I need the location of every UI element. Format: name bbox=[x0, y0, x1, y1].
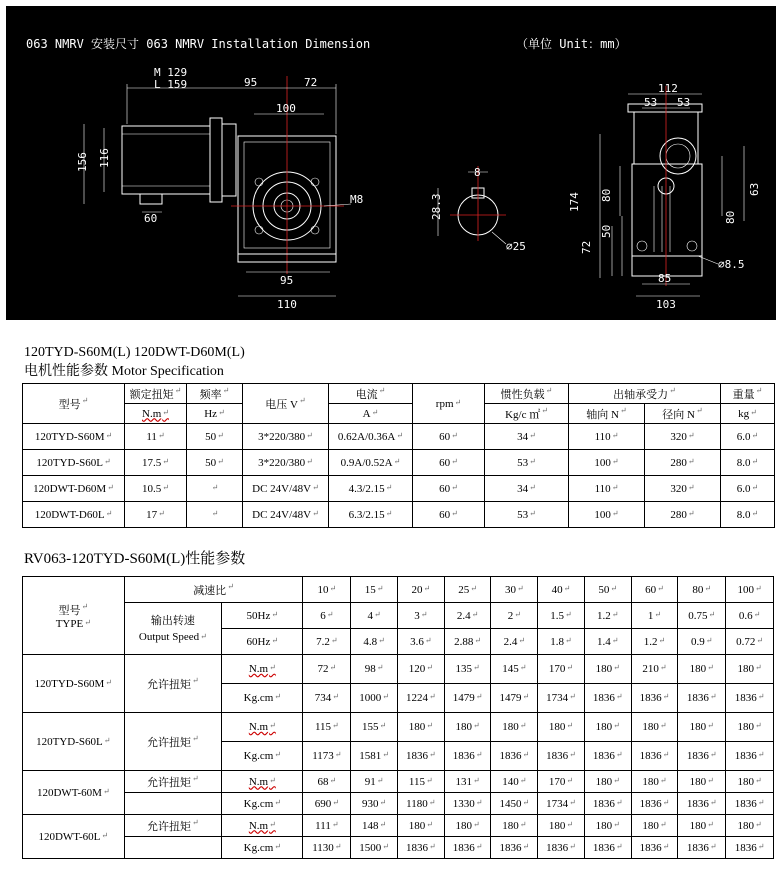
dim-95-bottom: 95 bbox=[280, 274, 294, 287]
speed-50-value: 3 ↵ bbox=[397, 603, 444, 629]
motor-cell-torque: 17.5 ↵ bbox=[125, 450, 187, 476]
header-voltage: 电压 V ↵ bbox=[243, 384, 329, 424]
header-current: 电流 ↵ bbox=[329, 384, 413, 404]
torque-nm-value: 148 ↵ bbox=[351, 815, 398, 837]
performance-body bbox=[23, 577, 774, 859]
ratio-value: 100 ↵ bbox=[726, 577, 774, 603]
type-en: TYPE ↵ bbox=[23, 618, 124, 630]
unit-inertia: Kg/c ㎡ ↵ bbox=[485, 404, 569, 424]
torque-nm-value: 180 ↵ bbox=[491, 815, 538, 837]
torque-kgcm-value: 1836 ↵ bbox=[584, 742, 631, 771]
torque-kgcm-value: 1836 ↵ bbox=[491, 837, 538, 859]
dim-53-right: 53 bbox=[677, 96, 691, 109]
torque-kgcm-value: 1000 ↵ bbox=[351, 684, 398, 713]
dim-95-top: 95 bbox=[244, 76, 258, 89]
dimension-diagram bbox=[6, 6, 776, 320]
torque-nm-value: 180 ↵ bbox=[678, 815, 726, 837]
torque-nm-value: 180 ↵ bbox=[584, 713, 631, 742]
torque-nm-value: 180 ↵ bbox=[397, 815, 444, 837]
header-rpm: rpm ↵ bbox=[413, 384, 485, 424]
speed-cn: 输出转速 bbox=[150, 614, 195, 627]
motor-cell-rpm: 60 ↵ bbox=[413, 502, 485, 528]
dim-85: 85 bbox=[658, 272, 672, 285]
motor-cell-inertia: 34 ↵ bbox=[485, 424, 569, 450]
motor-cell-rpm: 60 ↵ bbox=[413, 424, 485, 450]
model-name: 120TYD-S60M ↵ bbox=[23, 655, 125, 713]
motor-cell-current: 0.62A/0.36A ↵ bbox=[329, 424, 413, 450]
motor-spec-table bbox=[22, 383, 775, 528]
ratio-label: 减速比 ↵ bbox=[124, 577, 303, 603]
speed-header bbox=[124, 603, 222, 655]
torque-nm-value: 120 ↵ bbox=[397, 655, 444, 684]
torque-kgcm-value: 1836 ↵ bbox=[444, 837, 491, 859]
unit-kgcm: Kg.cm ↵ bbox=[222, 742, 303, 771]
motor-cell-freq bbox=[187, 502, 243, 528]
speed-50-value: 0.75 ↵ bbox=[678, 603, 726, 629]
torque-kgcm-value: 1836 ↵ bbox=[397, 742, 444, 771]
unit-current: A ↵ bbox=[329, 404, 413, 424]
model-name: 120DWT-60L ↵ bbox=[23, 815, 125, 859]
unit-kgcm: Kg.cm ↵ bbox=[222, 793, 303, 815]
unit-label: （单位 Unit：mm） bbox=[516, 37, 627, 51]
torque-kgcm-value: 1836 ↵ bbox=[491, 742, 538, 771]
unit-nm: N.m ↵ bbox=[222, 713, 303, 742]
unit-kgcm: Kg.cm ↵ bbox=[222, 684, 303, 713]
dim-dia-25: ⌀25 bbox=[506, 240, 526, 253]
motor-cell-inertia: 53 ↵ bbox=[485, 502, 569, 528]
perf-heading: RV063-120TYD-S60M(L)性能参数 bbox=[24, 551, 246, 567]
speed-60-value: 3.6 ↵ bbox=[397, 629, 444, 655]
unit-frequency: Hz ↵ bbox=[187, 404, 243, 424]
motor-cell-axial: 100 ↵ bbox=[569, 502, 645, 528]
model-kgcm-row bbox=[23, 793, 774, 815]
torque-kgcm-value: 690 ↵ bbox=[303, 793, 351, 815]
motor-cell-current: 6.3/2.15 ↵ bbox=[329, 502, 413, 528]
speed-en: Output Speed ↵ bbox=[125, 629, 222, 645]
torque-kgcm-value: 1836 ↵ bbox=[678, 793, 726, 815]
torque-nm-value: 180 ↵ bbox=[444, 713, 491, 742]
torque-nm-value: 180 ↵ bbox=[584, 655, 631, 684]
motor-cell-inertia: 53 ↵ bbox=[485, 450, 569, 476]
torque-nm-value: 180 ↵ bbox=[678, 771, 726, 793]
motor-heading-models: 120TYD-S60M(L) 120DWT-D60M(L) bbox=[24, 345, 245, 360]
model-kgcm-row bbox=[23, 837, 774, 859]
torque-nm-value: 155 ↵ bbox=[351, 713, 398, 742]
unit-weight: kg ↵ bbox=[721, 404, 775, 424]
motor-row bbox=[23, 476, 775, 502]
allowed-torque-label: 允许扭矩 ↵ bbox=[124, 815, 222, 837]
speed-60-value: 1.2 ↵ bbox=[631, 629, 678, 655]
speed-50hz-row bbox=[23, 603, 774, 629]
torque-kgcm-value: 1836 ↵ bbox=[726, 684, 774, 713]
motor-cell-voltage: 3*220/380 ↵ bbox=[243, 450, 329, 476]
motor-cell-voltage: 3*220/380 ↵ bbox=[243, 424, 329, 450]
torque-nm-value: 135 ↵ bbox=[444, 655, 491, 684]
torque-nm-value: 111 ↵ bbox=[303, 815, 351, 837]
speed-60-value: 2.88 ↵ bbox=[444, 629, 491, 655]
header-model: 型号 ↵ bbox=[23, 384, 125, 424]
header-radial: 径向 N ↵ bbox=[645, 404, 721, 424]
torque-kgcm-value: 1836 ↵ bbox=[538, 837, 585, 859]
torque-kgcm-value: 1836 ↵ bbox=[631, 742, 678, 771]
empty-cell bbox=[124, 793, 222, 815]
model-nm-row bbox=[23, 815, 774, 837]
unit-torque: N.m ↵ bbox=[125, 404, 187, 424]
torque-nm-value: 180 ↵ bbox=[444, 815, 491, 837]
speed-50-value: 1 ↵ bbox=[631, 603, 678, 629]
torque-kgcm-value: 1836 ↵ bbox=[584, 684, 631, 713]
motor-cell-axial: 110 ↵ bbox=[569, 424, 645, 450]
dim-dia-8-5: ⌀8.5 bbox=[718, 258, 745, 271]
motor-cell-inertia: 34 ↵ bbox=[485, 476, 569, 502]
dim-50: 50 bbox=[600, 224, 613, 238]
torque-kgcm-value: 1836 ↵ bbox=[631, 684, 678, 713]
torque-nm-value: 180 ↵ bbox=[584, 815, 631, 837]
torque-nm-value: 91 ↵ bbox=[351, 771, 398, 793]
speed-60-value: 2.4 ↵ bbox=[491, 629, 538, 655]
unit-kgcm: Kg.cm ↵ bbox=[222, 837, 303, 859]
torque-nm-value: 180 ↵ bbox=[631, 815, 678, 837]
torque-kgcm-value: 1734 ↵ bbox=[538, 793, 585, 815]
motor-row bbox=[23, 424, 775, 450]
torque-nm-value: 180 ↵ bbox=[726, 655, 774, 684]
motor-cell-model: 120DWT-D60L ↵ bbox=[23, 502, 125, 528]
torque-nm-value: 180 ↵ bbox=[491, 713, 538, 742]
freq-60hz: 60Hz ↵ bbox=[222, 629, 303, 655]
dim-l: L 159 bbox=[154, 78, 188, 91]
ratio-value: 10 ↵ bbox=[303, 577, 351, 603]
dim-112: 112 bbox=[658, 82, 678, 95]
ratio-value: 25 ↵ bbox=[444, 577, 491, 603]
shaft-section-view bbox=[438, 166, 506, 244]
motor-unit-row bbox=[23, 404, 775, 424]
dim-100: 100 bbox=[276, 102, 296, 115]
dim-8-key: 8 bbox=[474, 166, 481, 179]
speed-50-value: 0.6 ↵ bbox=[726, 603, 774, 629]
unit-nm: N.m ↵ bbox=[222, 655, 303, 684]
torque-kgcm-value: 1330 ↵ bbox=[444, 793, 491, 815]
torque-nm-value: 180 ↵ bbox=[631, 713, 678, 742]
torque-nm-value: 180 ↵ bbox=[397, 713, 444, 742]
motor-cell-weight: 8.0 ↵ bbox=[721, 450, 775, 476]
side-view bbox=[84, 76, 351, 296]
torque-nm-value: 180 ↵ bbox=[678, 655, 726, 684]
torque-nm-value: 68 ↵ bbox=[303, 771, 351, 793]
dim-72-right: 72 bbox=[580, 240, 593, 254]
dim-60: 60 bbox=[144, 212, 158, 225]
speed-60-value: 1.8 ↵ bbox=[538, 629, 585, 655]
unit-nm: N.m ↵ bbox=[222, 771, 303, 793]
dim-80-lower: 80 bbox=[724, 210, 737, 224]
torque-kgcm-value: 1836 ↵ bbox=[678, 742, 726, 771]
torque-kgcm-value: 1836 ↵ bbox=[538, 742, 585, 771]
motor-heading-spec: 电机性能参数 Motor Specification bbox=[24, 364, 224, 379]
ratio-value: 40 ↵ bbox=[538, 577, 585, 603]
motor-cell-current: 4.3/2.15 ↵ bbox=[329, 476, 413, 502]
torque-nm-value: 180 ↵ bbox=[538, 815, 585, 837]
speed-50-value: 1.2 ↵ bbox=[584, 603, 631, 629]
empty-cell bbox=[124, 837, 222, 859]
speed-50-value: 6 ↵ bbox=[303, 603, 351, 629]
header-torque: 额定扭矩 ↵ bbox=[125, 384, 187, 404]
torque-kgcm-value: 1836 ↵ bbox=[678, 684, 726, 713]
header-bearing-load: 出轴承受力 ↵ bbox=[569, 384, 721, 404]
torque-nm-value: 180 ↵ bbox=[726, 815, 774, 837]
dim-m: M 129 bbox=[154, 66, 188, 79]
torque-kgcm-value: 1581 ↵ bbox=[351, 742, 398, 771]
torque-nm-value: 170 ↵ bbox=[538, 655, 585, 684]
torque-kgcm-value: 1836 ↵ bbox=[631, 837, 678, 859]
dim-110: 110 bbox=[277, 298, 297, 311]
header-inertia: 惯性负载 ↵ bbox=[485, 384, 569, 404]
dim-116: 116 bbox=[98, 148, 111, 168]
torque-kgcm-value: 1734 ↵ bbox=[538, 684, 585, 713]
torque-kgcm-value: 1224 ↵ bbox=[397, 684, 444, 713]
type-header bbox=[23, 577, 125, 655]
allowed-torque-label: 允许扭矩 ↵ bbox=[124, 713, 222, 771]
torque-nm-value: 170 ↵ bbox=[538, 771, 585, 793]
motor-cell-weight: 6.0 ↵ bbox=[721, 476, 775, 502]
allowed-torque-label: 允许扭矩 ↵ bbox=[124, 655, 222, 713]
dim-28-3: 28.3 bbox=[430, 193, 443, 220]
torque-kgcm-value: 1180 ↵ bbox=[397, 793, 444, 815]
motor-cell-torque: 17 ↵ bbox=[125, 502, 187, 528]
speed-60-value: 1.4 ↵ bbox=[584, 629, 631, 655]
torque-nm-value: 98 ↵ bbox=[351, 655, 398, 684]
model-nm-row bbox=[23, 771, 774, 793]
motor-cell-rpm: 60 ↵ bbox=[413, 476, 485, 502]
torque-kgcm-value: 1836 ↵ bbox=[584, 837, 631, 859]
ratio-value: 80 ↵ bbox=[678, 577, 726, 603]
torque-kgcm-value: 1500 ↵ bbox=[351, 837, 398, 859]
torque-kgcm-value: 734 ↵ bbox=[303, 684, 351, 713]
unit-nm: N.m ↵ bbox=[222, 815, 303, 837]
drawing-title: 063 NMRV 安装尺寸 063 NMRV Installation Dimension bbox=[26, 37, 371, 51]
speed-60-value: 0.9 ↵ bbox=[678, 629, 726, 655]
model-name: 120TYD-S60L ↵ bbox=[23, 713, 125, 771]
torque-nm-value: 140 ↵ bbox=[491, 771, 538, 793]
dim-72: 72 bbox=[304, 76, 318, 89]
motor-cell-radial: 280 ↵ bbox=[645, 502, 721, 528]
motor-row bbox=[23, 502, 775, 528]
performance-table bbox=[22, 576, 774, 859]
speed-50-value: 2.4 ↵ bbox=[444, 603, 491, 629]
motor-cell-freq bbox=[187, 476, 243, 502]
motor-cell-weight: 8.0 ↵ bbox=[721, 502, 775, 528]
motor-cell-current: 0.9A/0.52A ↵ bbox=[329, 450, 413, 476]
torque-kgcm-value: 1836 ↵ bbox=[631, 793, 678, 815]
dim-174: 174 bbox=[568, 192, 581, 212]
torque-nm-value: 180 ↵ bbox=[726, 713, 774, 742]
speed-60-value: 7.2 ↵ bbox=[303, 629, 351, 655]
torque-kgcm-value: 1479 ↵ bbox=[491, 684, 538, 713]
model-name: 120DWT-60M ↵ bbox=[23, 771, 125, 815]
header-frequency: 频率 ↵ bbox=[187, 384, 243, 404]
ratio-value: 15 ↵ bbox=[351, 577, 398, 603]
torque-kgcm-value: 1173 ↵ bbox=[303, 742, 351, 771]
torque-nm-value: 145 ↵ bbox=[491, 655, 538, 684]
torque-nm-value: 180 ↵ bbox=[584, 771, 631, 793]
motor-cell-voltage: DC 24V/48V ↵ bbox=[243, 502, 329, 528]
ratio-value: 60 ↵ bbox=[631, 577, 678, 603]
ratio-value: 20 ↵ bbox=[397, 577, 444, 603]
model-nm-row bbox=[23, 713, 774, 742]
speed-50-value: 4 ↵ bbox=[351, 603, 398, 629]
motor-cell-rpm: 60 ↵ bbox=[413, 450, 485, 476]
type-cn: 型号 ↵ bbox=[23, 602, 124, 618]
dim-156: 156 bbox=[76, 152, 89, 172]
motor-cell-torque: 11 ↵ bbox=[125, 424, 187, 450]
motor-cell-model: 120TYD-S60M ↵ bbox=[23, 424, 125, 450]
speed-50-value: 2 ↵ bbox=[491, 603, 538, 629]
torque-nm-value: 210 ↵ bbox=[631, 655, 678, 684]
speed-60-value: 0.72 ↵ bbox=[726, 629, 774, 655]
speed-60-value: 4.8 ↵ bbox=[351, 629, 398, 655]
dim-63: 63 bbox=[748, 182, 761, 196]
torque-nm-value: 72 ↵ bbox=[303, 655, 351, 684]
torque-nm-value: 180 ↵ bbox=[726, 771, 774, 793]
ratio-value: 50 ↵ bbox=[584, 577, 631, 603]
motor-header-row bbox=[23, 384, 775, 404]
torque-kgcm-value: 1836 ↵ bbox=[678, 837, 726, 859]
speed-50-value: 1.5 ↵ bbox=[538, 603, 585, 629]
motor-cell-radial: 320 ↵ bbox=[645, 424, 721, 450]
allowed-torque-label: 允许扭矩 ↵ bbox=[124, 771, 222, 793]
motor-cell-freq: 50 ↵ bbox=[187, 450, 243, 476]
torque-nm-value: 115 ↵ bbox=[397, 771, 444, 793]
torque-kgcm-value: 1836 ↵ bbox=[444, 742, 491, 771]
motor-cell-model: 120TYD-S60L ↵ bbox=[23, 450, 125, 476]
torque-nm-value: 180 ↵ bbox=[631, 771, 678, 793]
torque-kgcm-value: 1836 ↵ bbox=[726, 742, 774, 771]
motor-cell-freq: 50 ↵ bbox=[187, 424, 243, 450]
motor-cell-axial: 100 ↵ bbox=[569, 450, 645, 476]
motor-cell-radial: 320 ↵ bbox=[645, 476, 721, 502]
model-nm-row bbox=[23, 655, 774, 684]
motor-spec-body bbox=[23, 424, 775, 528]
torque-kgcm-value: 1130 ↵ bbox=[303, 837, 351, 859]
installation-dimension-drawing bbox=[6, 6, 776, 320]
torque-kgcm-value: 1836 ↵ bbox=[584, 793, 631, 815]
torque-kgcm-value: 1479 ↵ bbox=[444, 684, 491, 713]
motor-row bbox=[23, 450, 775, 476]
motor-cell-torque: 10.5 ↵ bbox=[125, 476, 187, 502]
dim-m8: M8 bbox=[350, 193, 364, 206]
torque-kgcm-value: 930 ↵ bbox=[351, 793, 398, 815]
header-weight: 重量 ↵ bbox=[721, 384, 775, 404]
ratio-value: 30 ↵ bbox=[491, 577, 538, 603]
motor-cell-voltage: DC 24V/48V ↵ bbox=[243, 476, 329, 502]
motor-cell-axial: 110 ↵ bbox=[569, 476, 645, 502]
ratio-row bbox=[23, 577, 774, 603]
torque-kgcm-value: 1836 ↵ bbox=[726, 793, 774, 815]
torque-kgcm-value: 1450 ↵ bbox=[491, 793, 538, 815]
freq-50hz: 50Hz ↵ bbox=[222, 603, 303, 629]
torque-nm-value: 180 ↵ bbox=[538, 713, 585, 742]
motor-cell-radial: 280 ↵ bbox=[645, 450, 721, 476]
torque-nm-value: 131 ↵ bbox=[444, 771, 491, 793]
torque-kgcm-value: 1836 ↵ bbox=[726, 837, 774, 859]
dim-103: 103 bbox=[656, 298, 676, 311]
motor-cell-weight: 6.0 ↵ bbox=[721, 424, 775, 450]
torque-nm-value: 180 ↵ bbox=[678, 713, 726, 742]
motor-cell-model: 120DWT-D60M ↵ bbox=[23, 476, 125, 502]
header-axial: 轴向 N ↵ bbox=[569, 404, 645, 424]
torque-nm-value: 115 ↵ bbox=[303, 713, 351, 742]
dim-80-upper: 80 bbox=[600, 188, 613, 202]
dim-53-left: 53 bbox=[644, 96, 658, 109]
torque-kgcm-value: 1836 ↵ bbox=[397, 837, 444, 859]
